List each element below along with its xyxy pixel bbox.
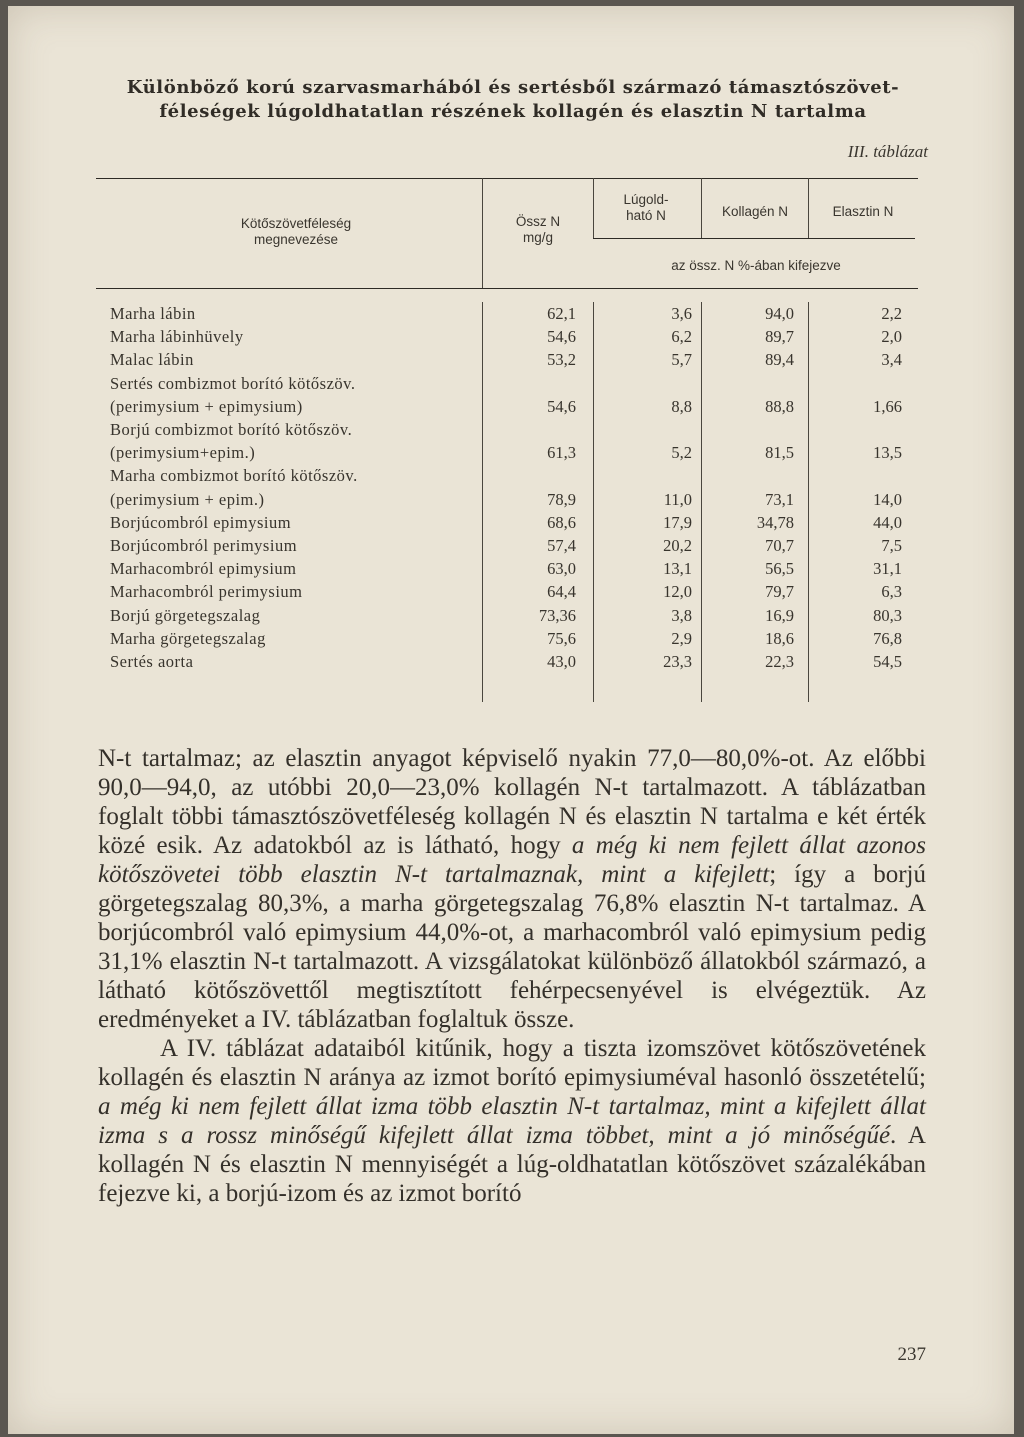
alkali-soluble-n-value: 3,6 xyxy=(671,304,692,323)
table-row xyxy=(96,374,918,397)
collagen-n-value: 89,7 xyxy=(765,327,794,347)
elastin-n-value: 1,66 xyxy=(873,396,902,416)
total-n-value: 43,0 xyxy=(547,652,576,671)
elastin-n-value: 76,8 xyxy=(873,628,902,648)
row-name: Marhacombról perimysium xyxy=(110,582,303,602)
table-row xyxy=(96,652,918,675)
row-name: Borjú combizmot borító kötőszöv. xyxy=(110,420,353,439)
table-top-rule xyxy=(96,178,918,179)
table-row xyxy=(96,629,918,652)
row-name: (perimysium + epimysium) xyxy=(110,396,303,416)
elastin-n-value: 2,2 xyxy=(881,304,902,323)
row-name: (perimysium+epim.) xyxy=(110,443,256,463)
table-row xyxy=(96,490,918,513)
page-number: 237 xyxy=(897,1344,926,1365)
collagen-n-value: 79,7 xyxy=(765,582,794,602)
table-row xyxy=(96,420,918,443)
row-name: Sertés aorta xyxy=(110,652,194,671)
collagen-n-value: 73,1 xyxy=(765,489,794,509)
collagen-n-value: 18,6 xyxy=(765,628,794,648)
collagen-n-value: 94,0 xyxy=(765,304,794,323)
paragraph-1-italic: a még ki nem fejlett állat azonos kötőszövetei több elasztin N-t tartalmaznak, mint a kifejlett xyxy=(98,832,927,888)
total-n-value: 57,4 xyxy=(547,536,576,555)
elastin-n-value: 6,3 xyxy=(881,582,902,602)
table-row xyxy=(96,327,918,350)
alkali-soluble-n-value: 17,9 xyxy=(663,512,692,532)
table-row xyxy=(96,397,918,420)
header-name-column xyxy=(146,216,446,248)
total-n-value: 73,36 xyxy=(538,605,576,625)
row-name: Marha görgetegszalag xyxy=(110,628,266,648)
row-name: Borjúcombról perimysium xyxy=(110,536,298,555)
total-n-value: 62,1 xyxy=(547,304,576,323)
collagen-n-value: 56,5 xyxy=(765,559,794,579)
table-title xyxy=(88,76,938,124)
total-n-value: 53,2 xyxy=(547,350,576,370)
table-column-divider xyxy=(808,178,809,238)
book-page xyxy=(8,6,1014,1434)
header-total-n-line-2: mg/g xyxy=(522,230,553,245)
row-name: Marhacombról epimysium xyxy=(110,559,297,579)
paragraph-1 xyxy=(98,744,926,1034)
total-n-value: 54,6 xyxy=(547,396,576,416)
total-n-value: 68,6 xyxy=(547,512,576,532)
elastin-n-value: 44,0 xyxy=(873,512,902,532)
header-alkali-line-2: ható N xyxy=(626,208,666,223)
paragraph-2-text-a: A IV. táblázat adataiból kitűnik, hogy a tiszta izomszövet kötőszövetének kollagén és elasztin N aránya az izmot borító epimysiuméval hasonló összetételű; xyxy=(98,1035,926,1091)
data-table xyxy=(96,176,918,716)
table-row xyxy=(96,466,918,489)
total-n-value: 78,9 xyxy=(547,489,576,509)
alkali-soluble-n-value: 23,3 xyxy=(663,652,692,671)
table-title-line-1: Különböző korú szarvasmarhából és sertésből származó támasztószövet- xyxy=(126,77,900,98)
alkali-soluble-n-value: 3,8 xyxy=(671,605,692,625)
collagen-n-value: 81,5 xyxy=(765,443,794,463)
alkali-soluble-n-value: 2,9 xyxy=(671,628,692,648)
collagen-n-value: 89,4 xyxy=(765,350,794,370)
row-name: Malac lábin xyxy=(110,350,194,370)
collagen-n-value: 88,8 xyxy=(765,396,794,416)
table-column-divider xyxy=(482,178,483,288)
table-row xyxy=(96,513,918,536)
elastin-n-value: 54,5 xyxy=(873,652,902,671)
elastin-n-value: 7,5 xyxy=(881,536,902,555)
table-title-line-2: féleségek lúgoldhatatlan részének kollagén és elasztin N tartalma xyxy=(159,101,867,122)
header-alkali-line-1: Lúgold- xyxy=(623,192,669,207)
paragraph-2-italic: a még ki nem fejlett állat izma több elasztin N-t tartalmaz, mint a kifejlett állat izma s a rossz minőségű kifejlett állat izma többet, mint a jó minőségűé xyxy=(98,1093,926,1149)
row-name: Marha lábinhüvely xyxy=(110,327,244,347)
total-n-value: 75,6 xyxy=(547,628,576,648)
elastin-n-value: 2,0 xyxy=(881,327,902,347)
elastin-n-value: 31,1 xyxy=(873,559,902,579)
total-n-value: 64,4 xyxy=(547,582,576,602)
row-name: Marha lábin xyxy=(110,304,196,323)
alkali-soluble-n-value: 8,8 xyxy=(671,396,692,416)
header-name-line-1: Kötőszövetféleség xyxy=(240,216,352,231)
total-n-value: 54,6 xyxy=(547,327,576,347)
collagen-n-value: 70,7 xyxy=(765,536,794,555)
alkali-soluble-n-value: 13,1 xyxy=(663,559,692,579)
row-name: Marha combizmot borító kötőszöv. xyxy=(110,466,358,486)
row-name: Borjúcombról epimysium xyxy=(110,512,292,532)
alkali-soluble-n-value: 6,2 xyxy=(671,327,692,347)
body-text xyxy=(98,744,926,1208)
header-name-line-2: megnevezése xyxy=(253,232,339,247)
header-elastin-n: Elasztin N xyxy=(832,204,894,219)
table-row xyxy=(96,443,918,466)
paragraph-1-text-c: ; így a borjú görgetegszalag 80,3%, a marha görgetegszalag 76,8% elasztin N-t tartalmaz. A borjúcombról való epimysium 44,0%-ot, a marhacombról való epimysium pedig 31,1% elasztin N-t tartalmazott. A vizsgálatokat különböző állatokból származó, a látható kötőszövettől megtisztított fehérpecsenyével is elvégeztük. Az eredményeket a IV. táblázatban foglaltuk össze. xyxy=(98,861,926,1033)
paragraph-2 xyxy=(98,1034,926,1208)
elastin-n-value: 80,3 xyxy=(873,605,902,625)
elastin-n-value: 13,5 xyxy=(873,443,902,463)
collagen-n-value: 34,78 xyxy=(756,512,794,532)
table-subheader-rule xyxy=(593,238,915,239)
table-row xyxy=(96,304,918,327)
header-total-n xyxy=(488,214,588,246)
alkali-soluble-n-value: 11,0 xyxy=(663,489,692,509)
alkali-soluble-n-value: 20,2 xyxy=(663,536,692,555)
table-column-divider xyxy=(593,178,594,238)
row-name: Borjú görgetegszalag xyxy=(110,605,261,625)
header-collagen-n: Kollagén N xyxy=(721,204,789,219)
row-name: (perimysium + epim.) xyxy=(110,489,265,509)
table-row xyxy=(96,350,918,373)
alkali-soluble-n-value: 12,0 xyxy=(663,582,692,602)
collagen-n-value: 22,3 xyxy=(765,652,794,671)
header-total-n-line-1: Össz N xyxy=(515,214,561,229)
table-row xyxy=(96,582,918,605)
table-header-rule xyxy=(96,288,918,289)
total-n-value: 63,0 xyxy=(547,559,576,579)
total-n-value: 61,3 xyxy=(547,443,576,463)
elastin-n-value: 3,4 xyxy=(881,350,902,370)
header-unit-note: az össz. N %-ában kifejezve xyxy=(671,258,841,273)
paragraph-2-text-c: . A kollagén N és elasztin N mennyiségét a lúg-oldhatatlan kötőszövet százalékában fejezve ki, a borjú-izom és az izmot borító xyxy=(98,1122,926,1207)
alkali-soluble-n-value: 5,7 xyxy=(671,350,692,370)
table-row xyxy=(96,536,918,559)
header-alkali-soluble-n xyxy=(596,192,696,224)
collagen-n-value: 16,9 xyxy=(765,605,794,625)
elastin-n-value: 14,0 xyxy=(873,489,902,509)
table-number-label: III. táblázat xyxy=(847,142,928,161)
paragraph-1-text-a: N-t tartalmaz; az elasztin anyagot képviselő nyakin 77,0—80,0%-ot. Az előbbi 90,0—94,0, az utóbbi 20,0—23,0% kollagén N-t tartalmazott. A táblázatban foglalt többi támasztószövetféleség kollagén N és elasztin N tartalma e két érték közé esik. Az adatokból az is látható, hogy xyxy=(98,745,926,859)
table-row xyxy=(96,606,918,629)
alkali-soluble-n-value: 5,2 xyxy=(671,443,692,463)
row-name: Sertés combizmot borító kötőszöv. xyxy=(110,373,356,393)
table-row xyxy=(96,559,918,582)
